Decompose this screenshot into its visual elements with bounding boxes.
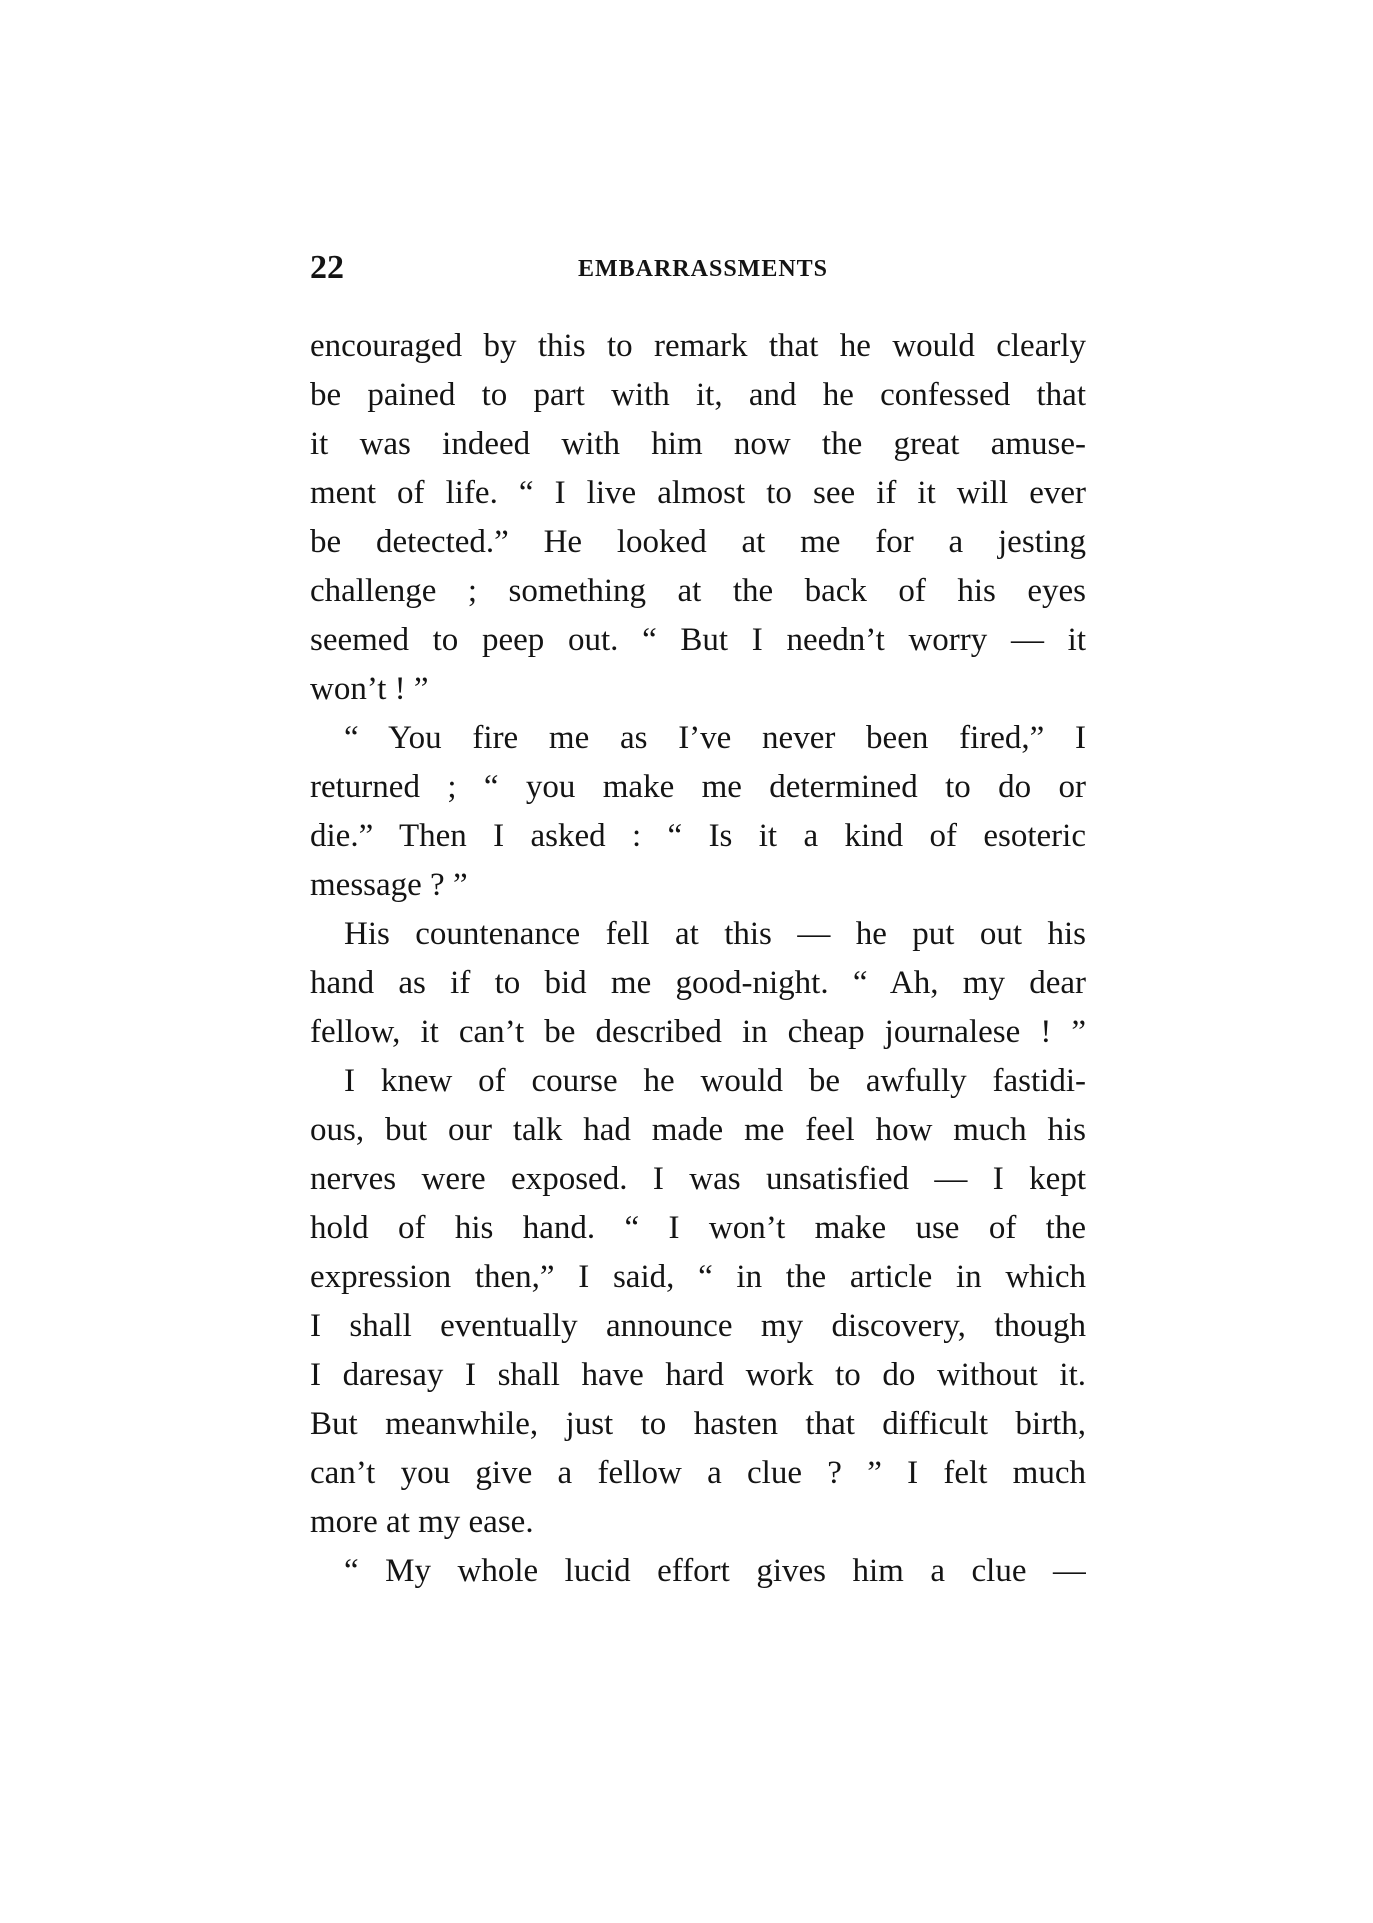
running-head xyxy=(310,248,1086,288)
text-line: But meanwhile, just to hasten that difficult birth, xyxy=(310,1406,1086,1442)
text-line: be detected.” He looked at me for a jesting xyxy=(310,524,1086,560)
text-line: message ? ” xyxy=(310,867,468,903)
text-line: be pained to part with it, and he confessed that xyxy=(310,377,1086,413)
text-line: it was indeed with him now the great amuse- xyxy=(310,426,1086,462)
text-line: won’t ! ” xyxy=(310,671,429,707)
text-line: more at my ease. xyxy=(310,1504,534,1540)
page-number: 22 xyxy=(310,249,344,286)
body-text xyxy=(310,322,1086,1596)
text-line: fellow, it can’t be described in cheap journalese ! ” xyxy=(310,1014,1086,1050)
text-line: “ My whole lucid effort gives him a clue — xyxy=(344,1553,1086,1589)
text-line: encouraged by this to remark that he would clearly xyxy=(310,328,1086,364)
text-line: His countenance fell at this — he put out his xyxy=(344,916,1086,952)
text-line: “ You fire me as I’ve never been fired,” I xyxy=(344,720,1086,756)
text-line: ment of life. “ I live almost to see if it will ever xyxy=(310,475,1086,511)
text-line: seemed to peep out. “ But I needn’t worry — it xyxy=(310,622,1086,658)
text-line: hold of his hand. “ I won’t make use of the xyxy=(310,1210,1086,1246)
text-line: I knew of course he would be awfully fastidi- xyxy=(344,1063,1086,1099)
text-line: returned ; “ you make me determined to do or xyxy=(310,769,1086,805)
running-title: EMBARRASSMENTS xyxy=(577,256,829,282)
text-line: nerves were exposed. I was unsatisfied — I kept xyxy=(310,1161,1086,1197)
text-line: hand as if to bid me good-night. “ Ah, my dear xyxy=(310,965,1086,1001)
text-line: ous, but our talk had made me feel how much his xyxy=(310,1112,1086,1148)
text-line: expression then,” I said, “ in the article in which xyxy=(310,1259,1086,1295)
text-line: can’t you give a fellow a clue ? ” I felt much xyxy=(310,1455,1086,1491)
text-line: I daresay I shall have hard work to do without it. xyxy=(310,1357,1086,1393)
text-line: I shall eventually announce my discovery, though xyxy=(310,1308,1086,1344)
text-line: die.” Then I asked : “ Is it a kind of esoteric xyxy=(310,818,1086,854)
text-line: challenge ; something at the back of his eyes xyxy=(310,573,1086,609)
